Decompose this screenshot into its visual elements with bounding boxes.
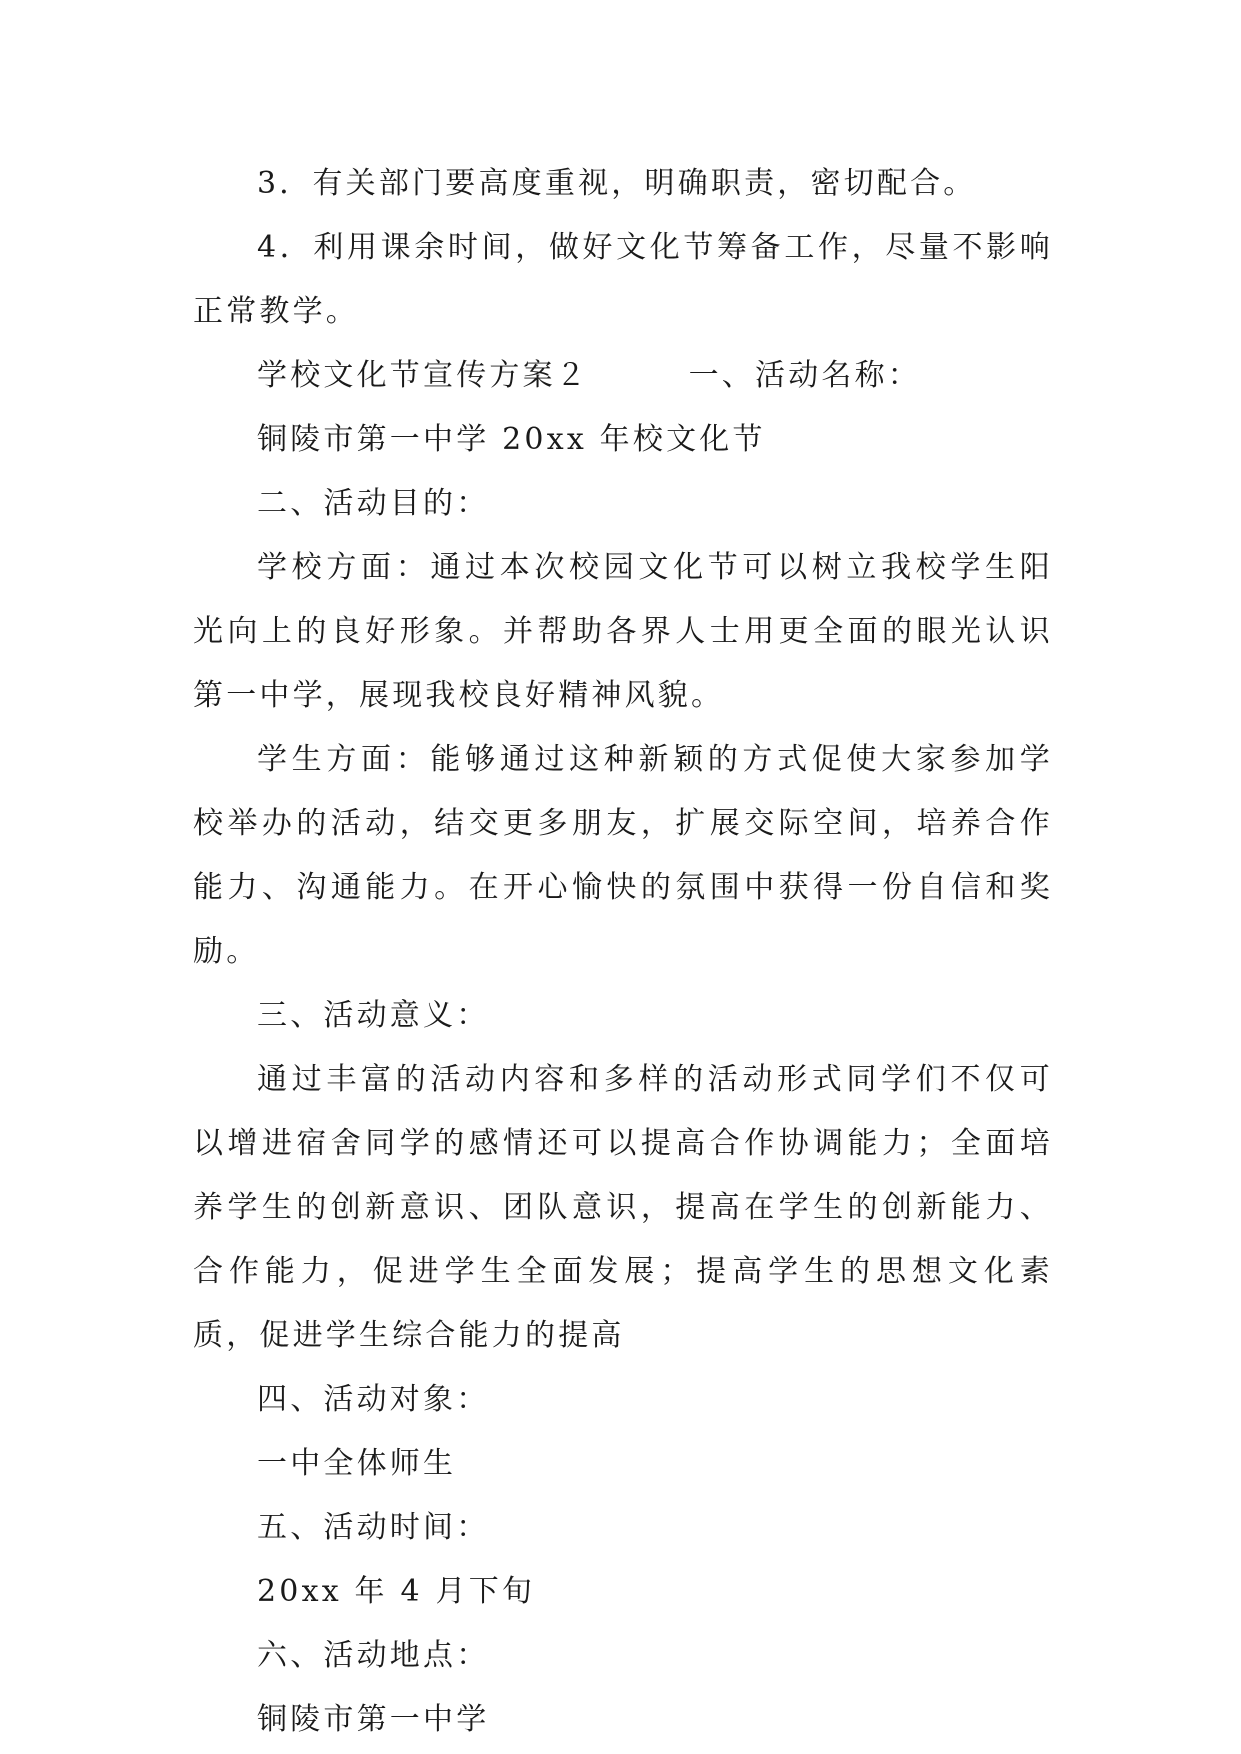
heading-activity-location: 六、活动地点： xyxy=(257,1638,490,1673)
heading-activity-time: 五、活动时间： xyxy=(257,1510,490,1545)
document-body xyxy=(193,152,1053,1752)
activity-location-value: 铜陵市第一中学 xyxy=(257,1702,490,1737)
activity-time-value: 20xx 年 4 月下旬 xyxy=(257,1574,536,1609)
paragraph-item-4: 4．利用课余时间，做好文化节筹备工作，尽量不影响正常教学。 xyxy=(193,230,1053,329)
activity-name-value: 铜陵市第一中学 20xx 年校文化节 xyxy=(257,422,766,457)
activity-target-value: 一中全体师生 xyxy=(257,1446,457,1481)
section-title-plan-2: 学校文化节宣传方案２ 一、活动名称： xyxy=(257,358,921,393)
heading-activity-significance: 三、活动意义： xyxy=(257,998,490,1033)
heading-activity-purpose: 二、活动目的： xyxy=(257,486,490,521)
paragraph-school-aspect: 学校方面：通过本次校园文化节可以树立我校学生阳光向上的良好形象。并帮助各界人士用更全面的眼光认识第一中学，展现我校良好精神风貌。 xyxy=(193,550,1053,713)
heading-activity-target: 四、活动对象： xyxy=(257,1382,490,1417)
paragraph-student-aspect: 学生方面：能够通过这种新颖的方式促使大家参加学校举办的活动，结交更多朋友，扩展交际空间，培养合作能力、沟通能力。在开心愉快的氛围中获得一份自信和奖励。 xyxy=(193,742,1053,969)
paragraph-item-3: 3．有关部门要高度重视，明确职责，密切配合。 xyxy=(257,166,977,201)
paragraph-significance: 通过丰富的活动内容和多样的活动形式同学们不仅可以增进宿舍同学的感情还可以提高合作协调能力；全面培养学生的创新意识、团队意识，提高在学生的创新能力、合作能力，促进学生全面发展；提高学生的思想文化素质，促进学生综合能力的提高 xyxy=(193,1062,1053,1353)
